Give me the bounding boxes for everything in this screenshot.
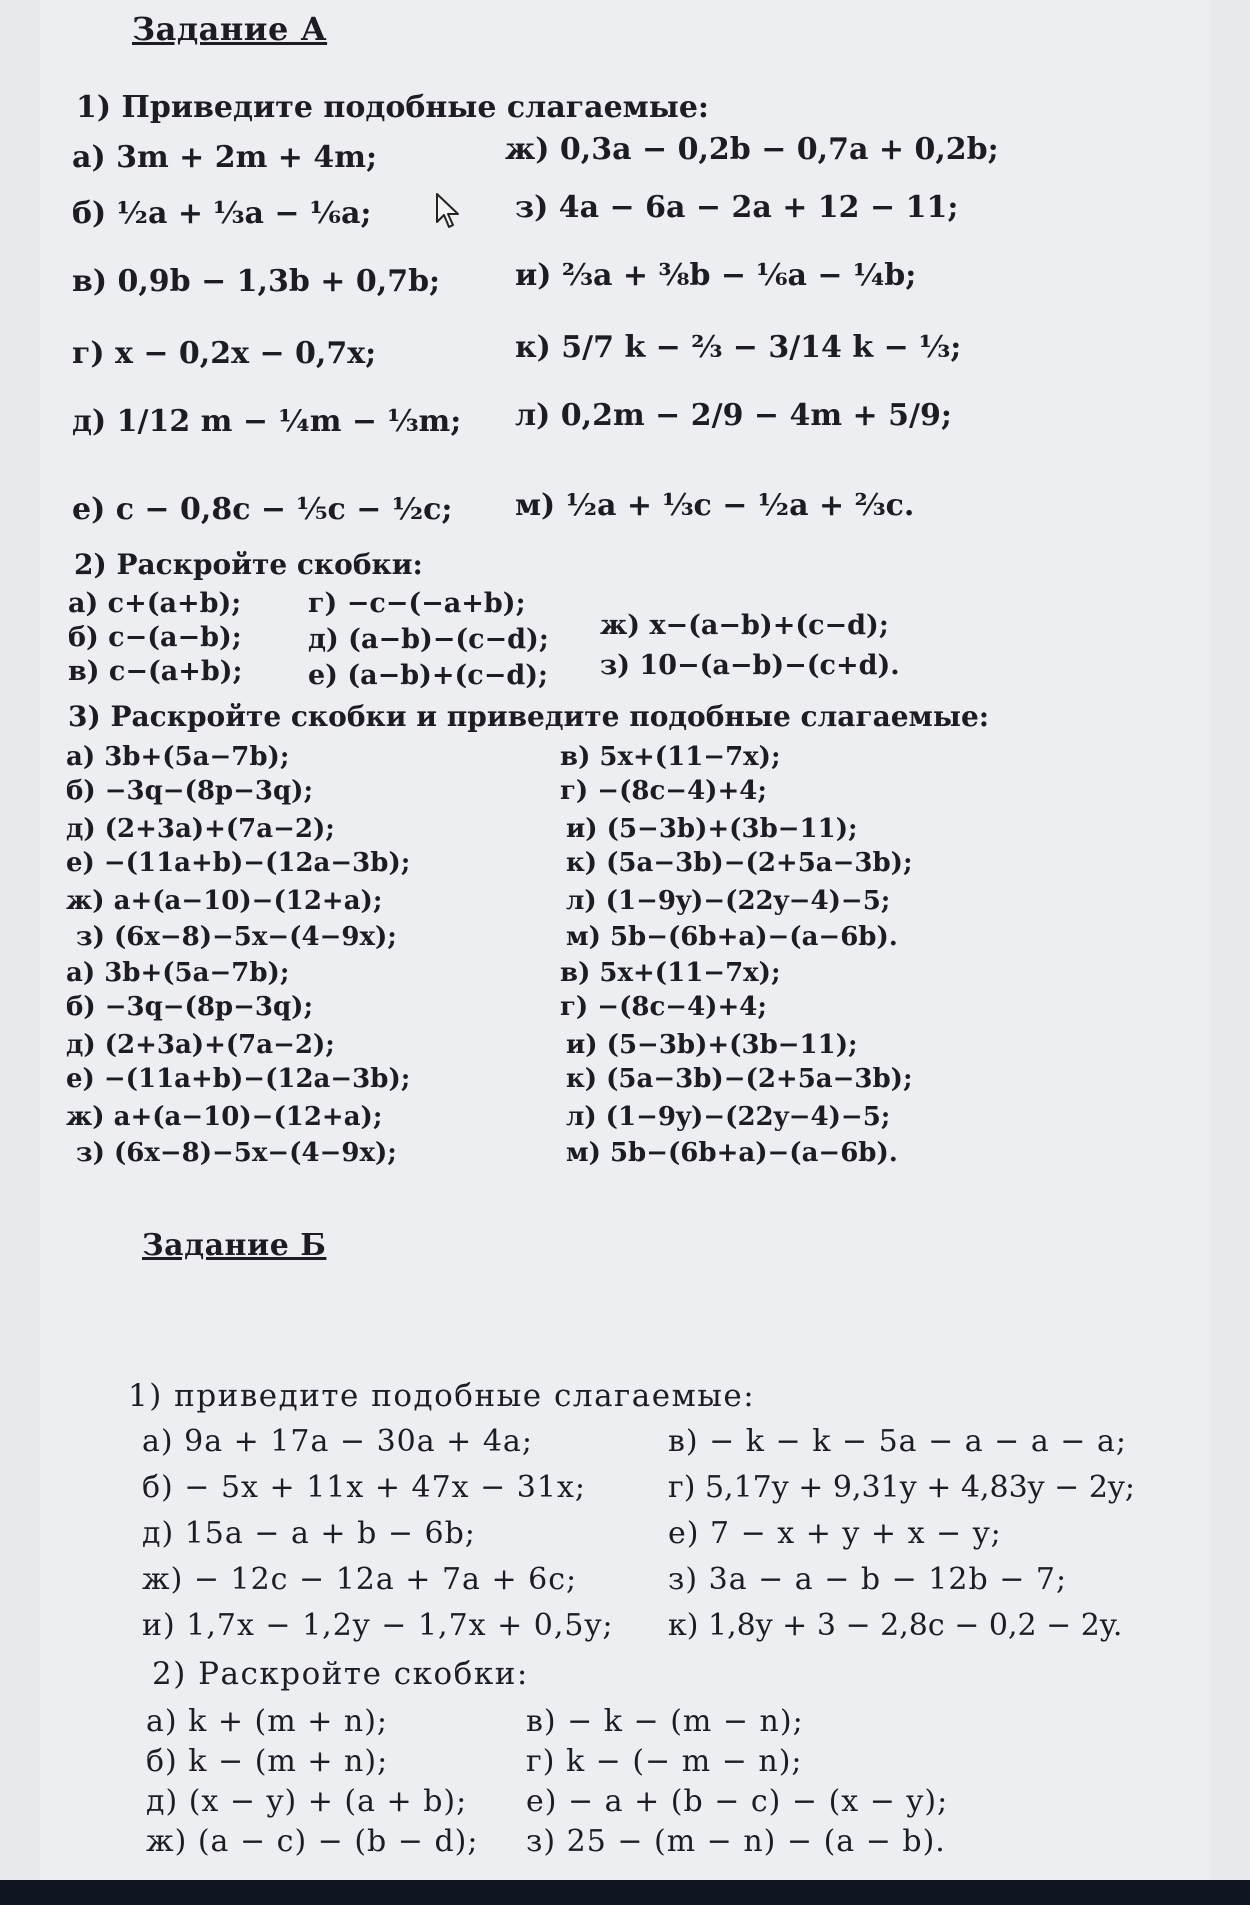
mouse-cursor-icon [435,192,461,230]
task-a-s3-left-item: д) (2+3a)+(7a−2); [66,1030,335,1060]
task-a-s3-left-item: з) (6x−8)−5x−(4−9x); [76,1138,397,1168]
task-a-s3-left-item: б) −3q−(8p−3q); [66,992,314,1022]
task-a-s3-right-item: м) 5b−(6b+a)−(a−6b). [566,1138,898,1168]
task-a-s3-title: 3) Раскройте скобки и приведите подобные слагаемые: [68,700,990,733]
task-a-s3-left-item: з) (6x−8)−5x−(4−9x); [76,922,397,952]
task-b-s1-right-item: з) 3a − a − b − 12b − 7; [668,1562,1068,1597]
task-a-s3-left-item: а) 3b+(5a−7b); [66,958,290,988]
task-a-s3-right-item: г) −(8c−4)+4; [560,776,767,806]
task-b-s2-left-item: д) (x − y) + (a + b); [146,1784,468,1819]
task-a-s2-item: в) c−(a+b); [68,656,243,687]
task-a-s3-left-item: е) −(11a+b)−(12a−3b); [66,848,411,878]
task-a-s1-item: з) 4a − 6a − 2a + 12 − 11; [515,190,959,225]
task-b-s2-right-item: з) 25 − (m − n) − (a − b). [526,1824,946,1859]
task-b-s2-title: 2) Раскройте скобки: [152,1656,529,1692]
task-b-s1-left-item: д) 15a − a + b − 6b; [142,1516,476,1551]
task-a-s2-item: з) 10−(a−b)−(c+d). [600,650,900,681]
task-b-s1-left-item: б) − 5x + 11x + 47x − 31x; [142,1470,586,1505]
task-a-s3-right-item: л) (1−9y)−(22y−4)−5; [566,886,891,916]
task-a-s1-item: е) c − 0,8c − ⅕c − ½c; [72,492,453,527]
task-b-s1-right-item: к) 1,8y + 3 − 2,8c − 0,2 − 2y. [668,1608,1123,1643]
task-a-s3-right-item: и) (5−3b)+(3b−11); [566,1030,858,1060]
task-b-s1-left-item: ж) − 12c − 12a + 7a + 6c; [142,1562,578,1597]
task-b-s1-right-item: в) − k − k − 5a − a − a − a; [668,1424,1127,1459]
task-a-s1-item: а) 3m + 2m + 4m; [72,140,378,175]
task-b-s2-left-item: ж) (a − c) − (b − d); [146,1824,479,1859]
task-b-s2-right-item: в) − k − (m − n); [526,1704,804,1739]
task-a-s3-right-item: м) 5b−(6b+a)−(a−6b). [566,922,898,952]
task-b-s2-left-item: а) k + (m + n); [146,1704,389,1739]
task-b-heading: Задание Б [142,1228,327,1263]
task-a-s3-right-item: к) (5a−3b)−(2+5a−3b); [566,1064,913,1094]
task-a-s1-item: г) x − 0,2x − 0,7x; [72,336,377,371]
task-a-s3-left-item: ж) a+(a−10)−(12+a); [66,886,383,916]
task-a-s2-item: е) (a−b)+(c−d); [308,660,548,691]
task-a-s1-item: б) ½a + ⅓a − ⅙a; [72,196,372,231]
task-a-s3-right-item: к) (5a−3b)−(2+5a−3b); [566,848,913,878]
task-a-s3-right-item: л) (1−9y)−(22y−4)−5; [566,1102,891,1132]
task-a-s1-item: д) 1/12 m − ¼m − ⅓m; [72,404,462,439]
task-a-s3-right-item: в) 5x+(11−7x); [560,742,781,772]
task-a-heading: Задание А [132,10,328,48]
task-a-s1-item: ж) 0,3a − 0,2b − 0,7a + 0,2b; [505,132,999,167]
task-a-s3-right-item: и) (5−3b)+(3b−11); [566,814,858,844]
task-a-s3-left-item: б) −3q−(8p−3q); [66,776,314,806]
task-b-s1-left-item: а) 9a + 17a − 30a + 4a; [142,1424,533,1459]
task-a-s1-item: и) ⅔a + ⅜b − ⅙a − ¼b; [515,258,917,293]
task-a-s3-left-item: д) (2+3a)+(7a−2); [66,814,335,844]
task-b-s2-left-item: б) k − (m + n); [146,1744,389,1779]
task-b-s2-right-item: г) k − (− m − n); [526,1744,803,1779]
task-a-s3-right-item: г) −(8c−4)+4; [560,992,767,1022]
task-a-s2-item: д) (a−b)−(c−d); [308,624,549,655]
task-a-s2-item: г) −c−(−a+b); [308,588,526,619]
task-a-s2-title: 2) Раскройте скобки: [74,548,423,581]
task-a-s1-title: 1) Приведите подобные слагаемые: [76,90,709,125]
task-a-s3-right-item: в) 5x+(11−7x); [560,958,781,988]
task-a-s1-item: м) ½a + ⅓c − ½a + ⅔c. [515,488,915,523]
task-a-s2-item: б) c−(a−b); [68,622,242,653]
task-a-s2-item: а) c+(a+b); [68,588,242,619]
taskbar-strip [0,1880,1250,1905]
task-b-s2-right-item: е) − a + (b − c) − (x − y); [526,1784,949,1819]
task-b-s1-title: 1) приведите подобные слагаемые: [128,1378,756,1414]
task-a-s2-item: ж) x−(a−b)+(c−d); [600,610,889,641]
task-a-s3-left-item: ж) a+(a−10)−(12+a); [66,1102,383,1132]
task-a-s3-left-item: е) −(11a+b)−(12a−3b); [66,1064,411,1094]
task-a-s1-item: к) 5/7 k − ⅔ − 3/14 k − ⅓; [515,330,962,365]
task-b-s1-left-item: и) 1,7x − 1,2y − 1,7x + 0,5y; [142,1608,614,1643]
task-b-s1-right-item: г) 5,17y + 9,31y + 4,83y − 2y; [668,1470,1135,1505]
task-b-s1-right-item: е) 7 − x + y + x − y; [668,1516,1002,1551]
task-a-s1-item: в) 0,9b − 1,3b + 0,7b; [72,264,441,299]
task-a-s1-item: л) 0,2m − 2/9 − 4m + 5/9; [515,398,952,433]
task-a-s3-left-item: а) 3b+(5a−7b); [66,742,290,772]
